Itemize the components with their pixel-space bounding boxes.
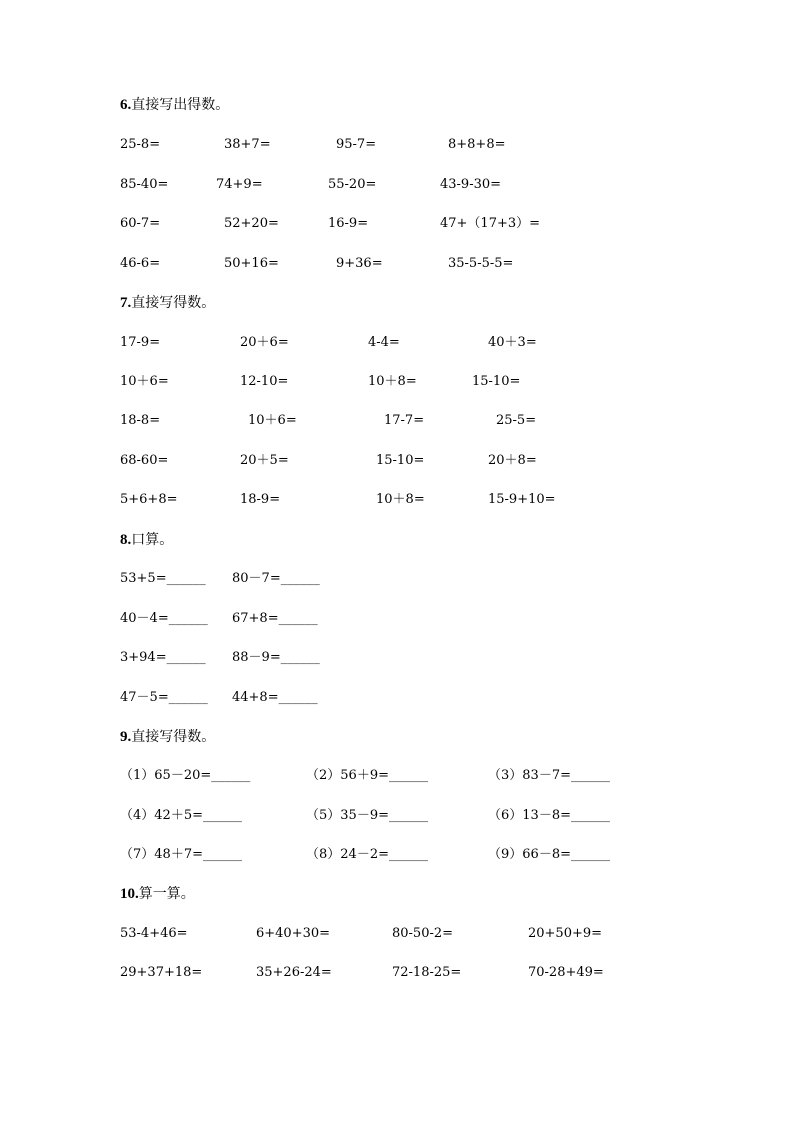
problem-7-1-1: 17-9= <box>120 335 161 350</box>
problem-7-4-3: 15-10= <box>376 453 425 468</box>
problem-8-1-1: 53+5=______ <box>120 571 206 586</box>
problem-10-2-1: 29+37+18= <box>120 965 203 980</box>
problem-10-1-3: 80-50-2= <box>392 926 454 941</box>
problem-6-4-3: 9+36= <box>336 256 383 271</box>
problem-6-2-4: 43-9-30= <box>440 177 502 192</box>
problem-8-1-2: 80－7=______ <box>232 571 320 586</box>
problem-9-3-1: （7）48＋7=______ <box>120 847 242 862</box>
problem-6-1-1: 25-8= <box>120 137 161 152</box>
section-7-title: 直接写得数。 <box>131 295 216 311</box>
problem-6-4-4: 35-5-5-5= <box>448 256 514 271</box>
problem-7-3-2: 10＋6= <box>248 413 297 428</box>
problem-9-2-2: （5）35－9=______ <box>306 808 428 823</box>
problem-6-1-2: 38+7= <box>224 137 271 152</box>
problem-7-3-3: 17-7= <box>384 413 425 428</box>
problem-9-1-2: （2）56＋9=______ <box>306 768 428 783</box>
problem-8-4-1: 47－5=______ <box>120 690 208 705</box>
section-6-heading <box>120 97 229 113</box>
problem-10-2-2: 35+26-24= <box>256 965 332 980</box>
section-9-number: 9. <box>120 729 132 745</box>
problem-7-3-1: 18-8= <box>120 413 161 428</box>
section-10-title: 算一算。 <box>138 886 195 902</box>
problem-7-4-4: 20＋8= <box>488 453 537 468</box>
problem-7-2-3: 10＋8= <box>368 374 417 389</box>
section-8-title: 口算。 <box>131 532 174 548</box>
section-10-number: 10. <box>120 886 139 902</box>
problem-8-4-2: 44+8=______ <box>232 690 318 705</box>
problem-9-1-1: （1）65－20=______ <box>120 768 251 783</box>
problem-7-4-2: 20＋5= <box>240 453 289 468</box>
problem-7-4-1: 68-60= <box>120 453 169 468</box>
problem-6-4-2: 50+16= <box>224 256 279 271</box>
section-7-number: 7. <box>120 295 132 311</box>
problem-7-3-4: 25-5= <box>496 413 537 428</box>
problem-7-5-3: 10＋8= <box>376 492 425 507</box>
problem-9-3-3: （9）66－8=______ <box>488 847 610 862</box>
problem-9-2-1: （4）42＋5=______ <box>120 808 242 823</box>
problem-6-2-1: 85-40= <box>120 177 169 192</box>
problem-8-3-2: 88－9=______ <box>232 650 320 665</box>
problem-7-1-4: 40＋3= <box>488 335 537 350</box>
problem-6-4-1: 46-6= <box>120 256 161 271</box>
problem-10-2-4: 70-28+49= <box>528 965 604 980</box>
section-9-title: 直接写得数。 <box>131 729 216 745</box>
section-6-title: 直接写出得数。 <box>131 97 230 113</box>
problem-8-2-2: 67+8=______ <box>232 611 318 626</box>
problem-6-1-4: 8+8+8= <box>448 137 506 152</box>
problem-7-2-4: 15-10= <box>472 374 521 389</box>
problem-6-3-3: 16-9= <box>328 216 369 231</box>
section-8-number: 8. <box>120 532 132 548</box>
problem-9-1-3: （3）83－7=______ <box>488 768 610 783</box>
problem-7-5-4: 15-9+10= <box>488 492 556 507</box>
section-10-heading <box>120 886 195 902</box>
problem-6-2-2: 74+9= <box>216 177 263 192</box>
problem-8-3-1: 3+94=______ <box>120 650 206 665</box>
problem-10-1-4: 20+50+9= <box>528 926 603 941</box>
section-9-heading <box>120 729 215 745</box>
problem-7-1-3: 4-4= <box>368 335 400 350</box>
problem-7-2-1: 10＋6= <box>120 374 169 389</box>
problem-7-5-2: 18-9= <box>240 492 281 507</box>
problem-10-1-2: 6+40+30= <box>256 926 331 941</box>
section-7-heading <box>120 295 215 311</box>
problem-6-2-3: 55-20= <box>328 177 377 192</box>
problem-8-2-1: 40－4=______ <box>120 611 208 626</box>
problem-7-2-2: 12-10= <box>240 374 289 389</box>
problem-6-3-2: 52+20= <box>224 216 279 231</box>
problem-10-2-3: 72-18-25= <box>392 965 462 980</box>
section-8-heading <box>120 532 173 548</box>
problem-6-3-4: 47+（17+3）= <box>440 216 541 231</box>
problem-9-2-3: （6）13－8=______ <box>488 808 610 823</box>
section-6-number: 6. <box>120 97 132 113</box>
problem-7-1-2: 20＋6= <box>240 335 289 350</box>
problem-6-3-1: 60-7= <box>120 216 161 231</box>
problem-10-1-1: 53-4+46= <box>120 926 188 941</box>
problem-9-3-2: （8）24－2=______ <box>306 847 428 862</box>
problem-6-1-3: 95-7= <box>336 137 377 152</box>
problem-7-5-1: 5+6+8= <box>120 492 178 507</box>
